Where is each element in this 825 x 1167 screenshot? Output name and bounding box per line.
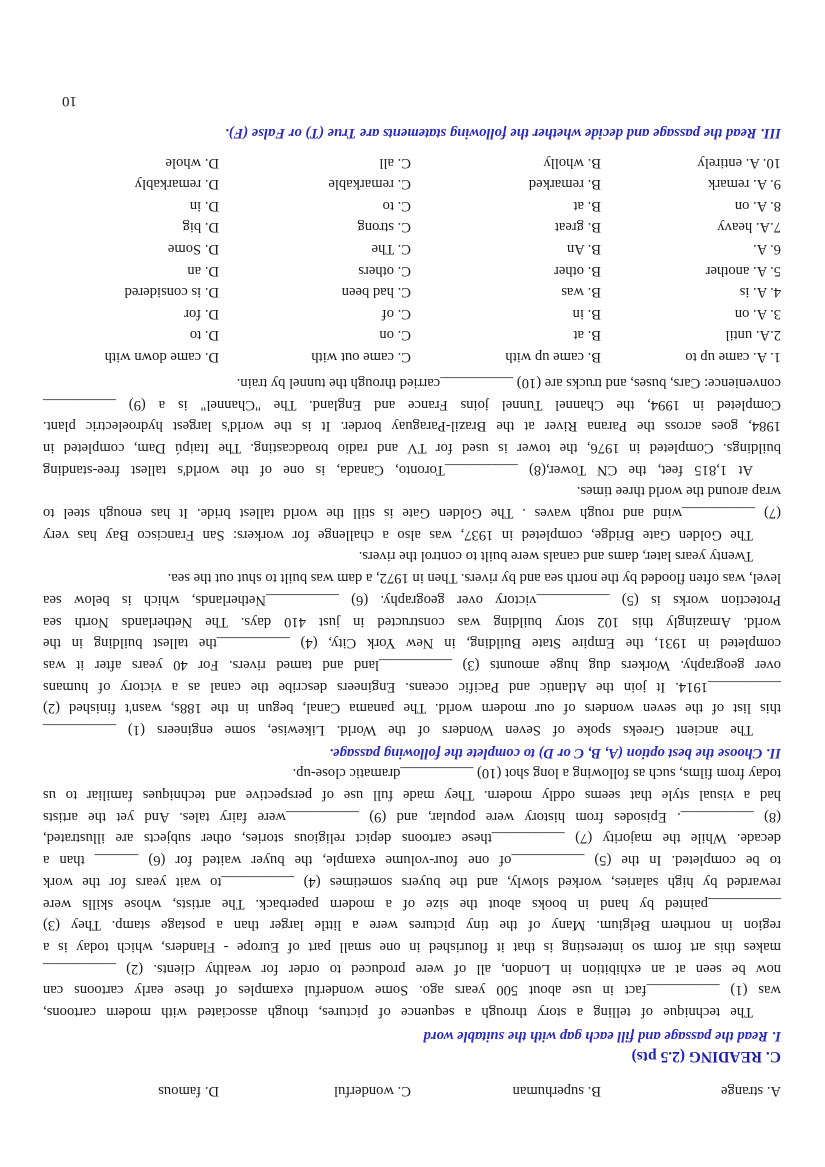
passage-line: (8) __________. Episodes from history were popular, and (9) __________were fairy tales. And yet the artists: [43, 808, 781, 825]
passage-line: __________1914. It join the Atlantic and Pacific oceans. Engineers describe the canal as a victory of humans: [43, 678, 781, 695]
question-3-options: [41, 304, 781, 324]
passage-line: completed in 1931, the Empire State Building, in New York City, (4) __________the tallest building in the: [43, 635, 781, 652]
passage-line: (7) __________wind and rough waves . The Golden Gate is still the world tallest bride. It has enough steel to: [43, 505, 781, 522]
option-c: C. had been: [341, 284, 411, 301]
reading-section-title: C. READING (2.5 pts): [631, 1048, 781, 1065]
option-a: 3. A. on: [734, 305, 781, 322]
passage-line: The technique of telling a story through a sequence of pictures, though associated with modern cartoons,: [43, 1004, 753, 1020]
passage-line: this list of the seven wonders of our modern world. The panama Canal, begun in the 188s, wasn't finished (2): [43, 700, 781, 717]
option-d: D. to: [189, 327, 219, 344]
option-b: B. at: [573, 197, 601, 214]
question-1-options: [41, 347, 781, 367]
option-d: D. big: [182, 219, 219, 236]
option-b: B. An: [566, 241, 601, 257]
option-c: C. on: [379, 327, 411, 344]
option-c: C. remarkable: [328, 176, 411, 193]
passage-line: Twenty years later, dams and canals were built to control the rivers.: [358, 548, 753, 565]
option-b: B. wholly: [543, 154, 601, 171]
option-b: B. came up with: [505, 349, 601, 365]
option-a: 2.A. until: [725, 327, 781, 344]
question-2-options: [41, 325, 781, 345]
question-6-options: [41, 239, 781, 259]
part2-instruction: II. Choose the best option (A, B, C or D) to complete the following passage.: [329, 745, 781, 761]
option-b: B. was: [561, 284, 601, 301]
option-d: D. is considered: [124, 284, 219, 301]
option-b: B. superhuman: [512, 1083, 601, 1099]
passage-line: Protection works is (5) __________victory over geography. (6) __________Netherlands, which is below sea: [43, 591, 781, 608]
option-d: D. famous: [158, 1083, 219, 1099]
option-d: D. whole: [165, 154, 219, 171]
option-a: 8. A. on: [734, 197, 781, 214]
passage-line: The Golden Gate Bridge, completed in 1937, was also a challenge for workers: San Francisco Bay has very: [43, 526, 753, 543]
option-a: 4. A. is: [739, 284, 781, 301]
passage-line: over geography. Workers dug huge amounts (3) __________land and tamed rivers. For 40 years after it was: [43, 656, 781, 673]
option-a: 1. A. came up to: [685, 349, 781, 365]
question-8-options: [41, 196, 781, 216]
option-a: 10. A. entirely: [697, 154, 781, 171]
passage-line: Completed in 1994, the Channel Tunnel joins France and England. The "Channel" is a (9) __________: [43, 396, 781, 413]
passage-line: to be completed. In the (5) __________of one four-volume example, the buyer waited for (6) ______ than a: [43, 852, 781, 869]
option-c: C. The: [371, 241, 411, 257]
option-b: B. great: [554, 219, 601, 236]
passage-line: had a visual style that seems oddly modern. They made full use of perspective and techniques familiar to us: [43, 787, 781, 804]
option-b: B. remarked: [528, 176, 601, 193]
question-7-options: [41, 217, 781, 237]
question-9-options: [41, 174, 781, 194]
option-b: B. in: [572, 305, 601, 322]
option-d: D. came down with: [104, 349, 219, 365]
option-d: D. remarkably: [134, 176, 219, 193]
option-a: 6. A.: [753, 241, 781, 257]
option-c: C. others: [358, 262, 411, 279]
part2-passage: [43, 371, 781, 740]
passage-line: buildings. Completed in 1976, the tower is used for TV and radio broadcasting. The Itaipú Dam, completed in: [43, 440, 781, 457]
option-c: C. strong: [357, 219, 411, 236]
option-c: C. all: [379, 154, 411, 171]
passage-line: now be seen at an exhibition in London, all of were produced to order for wealthy clients. (2) __________: [43, 960, 781, 977]
option-a: 9. A. remark: [708, 176, 781, 193]
option-a: 5. A. another: [705, 262, 781, 279]
option-c: C. wonderful: [333, 1083, 411, 1099]
passage-line: decade. While the majority (7) __________these cartoons depict religious stories, other subjects are illustrated,: [43, 830, 781, 847]
passage-line: world. Amazingly this 102 story building was constructed in just 410 days. The Netherlands North sea: [43, 613, 781, 630]
passage-line: At 1,815 feet, the CN Tower,(8) __________Toronto, Canada, is one of the world's tallest free-standing: [43, 461, 753, 478]
option-c: C. of: [381, 305, 411, 322]
option-d: D. for: [184, 305, 219, 322]
passage-line: rewarded by high salaries, worked slowly, and the buyers sometimes (4) __________to wait years for the work: [43, 873, 781, 890]
passage-line: 1984, goes across the Parana River at the Brazil-Paraguay border. It is the world's largest hydroelectric plant.: [43, 418, 781, 435]
option-a: A. strange: [721, 1083, 781, 1099]
part1-instruction: I. Read the passage and fill each gap with the suitable word: [423, 1028, 781, 1044]
option-b: B. at: [573, 327, 601, 344]
option-b: B. other: [553, 262, 601, 279]
question-4-options: [41, 282, 781, 302]
question-10-options: [41, 153, 781, 173]
passage-line: was (1) __________fact in use about 500 years ago. Some wonderful examples of these early cartoons can: [43, 982, 781, 999]
option-c: C. came out with: [311, 349, 411, 365]
option-d: D. an: [187, 262, 219, 279]
passage-line: region in northern Belgium. Many of the tiny pictures were a little larger than a postage stamp. They (3): [43, 917, 781, 934]
option-d: D. in: [189, 197, 219, 214]
option-d: D. Some: [167, 241, 219, 257]
previous-question-options: [41, 1081, 781, 1101]
page-number: 10: [62, 93, 77, 109]
option-c: C. to: [382, 197, 411, 214]
passage-line: wrap around the world three times.: [576, 483, 781, 500]
passage-line: today from films, such as following a long shot (10) __________dramatic close-up.: [292, 765, 781, 782]
part1-passage: [43, 762, 781, 1022]
passage-line: level, was often flooded by the north sea and by rivers. Then in 1972, a dam was built to shut out the sea.: [167, 570, 781, 587]
passage-line: __________painted by hand in books about the size of a modern paperback. The artists, whose skills were: [43, 895, 781, 912]
passage-line: convenience: Cars, buses, and trucks are (10) __________carried through the tunnel by train.: [236, 375, 781, 391]
question-5-options: [41, 261, 781, 281]
passage-line: The ancient Greeks spoke of Seven Wonders of the World. Likewise, some engineers (1) __________: [43, 722, 753, 738]
passage-line: makes this art form so interesting is that it flourished in one small part of Europe - Flanders, which today is a: [43, 938, 781, 955]
option-a: 7.A. heavy: [717, 219, 781, 236]
part3-instruction: III. Read the passage and decide whether the following statements are True (T) or False (F).: [224, 125, 781, 141]
